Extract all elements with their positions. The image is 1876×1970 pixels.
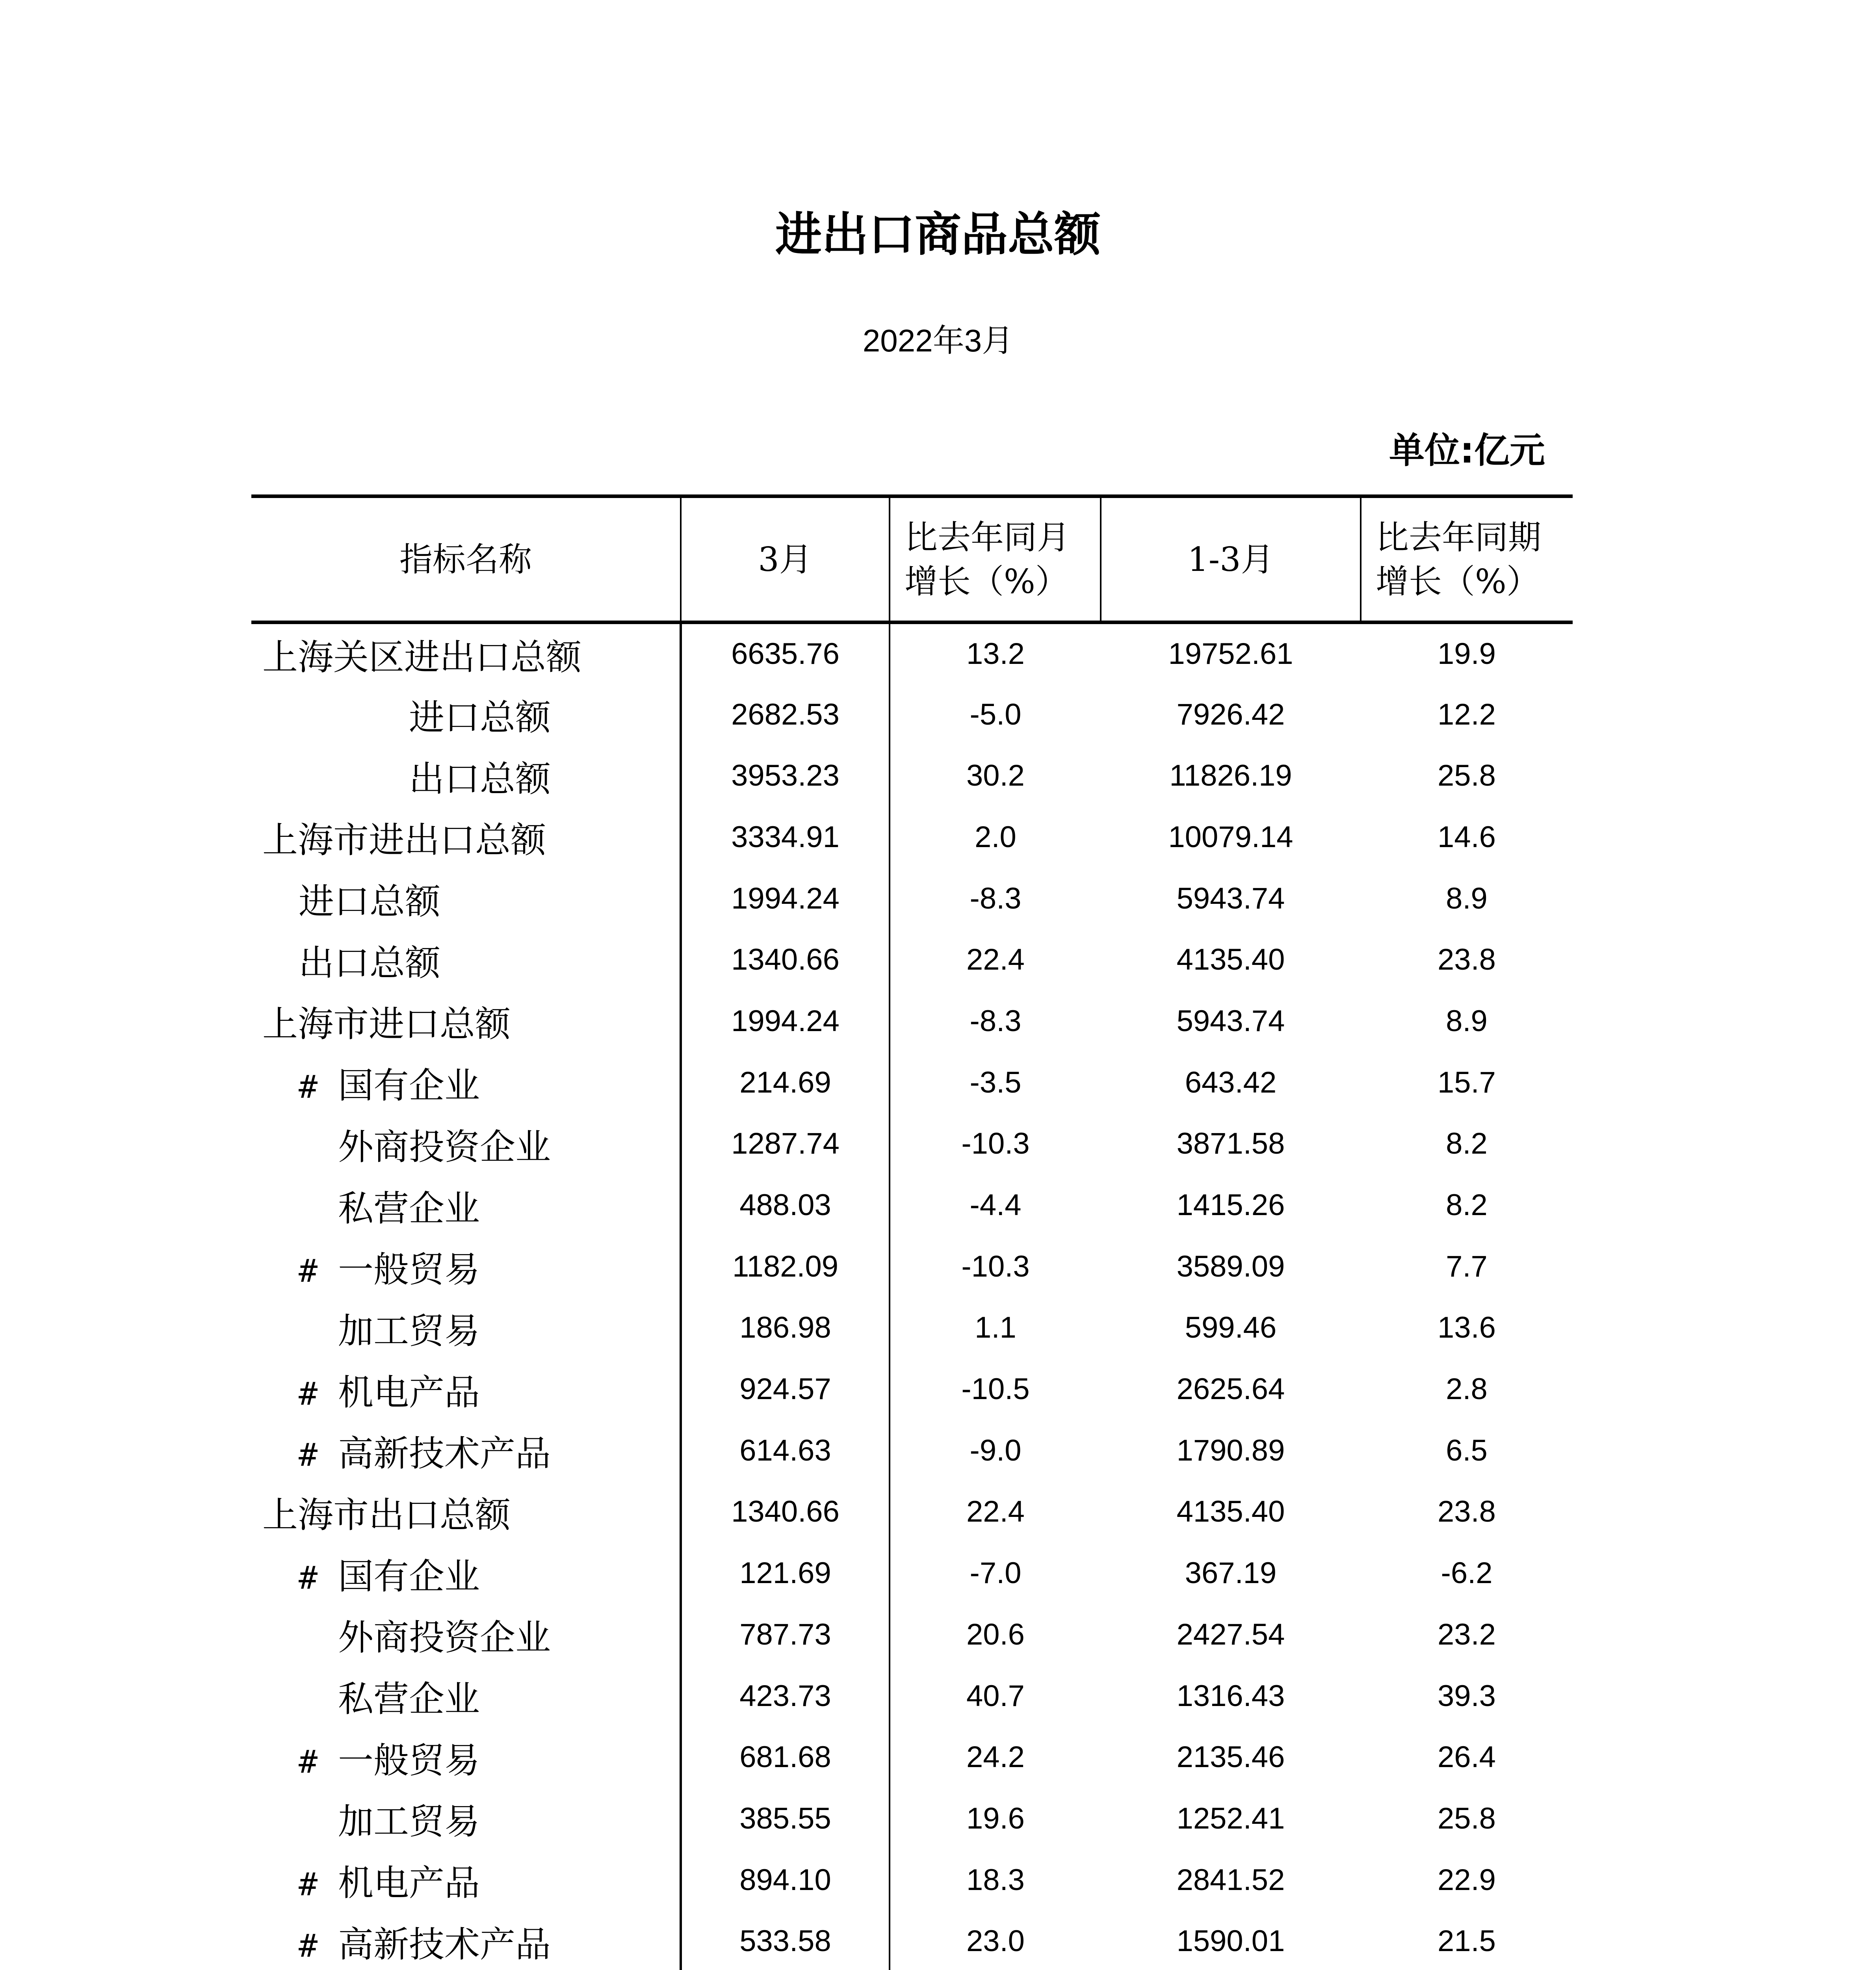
header-march-yoy-line2: 增长（%） [905,562,1068,601]
row-march-value: 3334.91 [681,807,890,868]
row-march-value: 894.10 [681,1849,890,1911]
row-march-yoy: -8.3 [970,881,1022,915]
header-indicator-name: 指标名称 [251,496,681,623]
row-indicator-name [251,684,681,745]
row-q1-value: 599.46 [1185,1311,1277,1345]
row-march-yoy: 24.2 [966,1740,1025,1774]
header-march-yoy [890,496,1101,623]
table-row [251,1849,1573,1911]
row-march-value: 121.69 [681,1543,890,1604]
row-march-yoy: 18.3 [966,1863,1025,1897]
row-q1-value: 1790.89 [1176,1433,1285,1467]
unit-label: 单位:亿元 [1389,430,1545,471]
row-q1-value: 1252.41 [1176,1801,1285,1835]
row-label: 上海关区进出口总额 [262,636,581,678]
row-march-value: 423.73 [681,1665,890,1727]
row-march-yoy: -5.0 [970,697,1022,731]
row-march-yoy: -10.3 [961,1127,1030,1161]
row-march-yoy: -8.3 [970,1004,1022,1038]
hash-marker: # [299,1927,318,1964]
row-q1-yoy: 25.8 [1438,1801,1496,1835]
row-q1-yoy: 39.3 [1438,1679,1496,1713]
row-q1-value: 2625.64 [1176,1372,1285,1406]
row-indicator-name [251,1727,681,1788]
row-indicator-name [251,1481,681,1543]
row-q1-value: 7926.42 [1176,697,1285,731]
row-q1-value: 643.42 [1185,1065,1277,1099]
row-q1-yoy: 13.6 [1438,1311,1496,1345]
row-label: 进口总额 [299,881,440,923]
row-indicator-name [251,623,681,684]
table-row [251,1911,1573,1970]
table-row [251,929,1573,991]
trade-table [251,494,1573,1970]
row-q1-yoy: 23.8 [1438,1495,1496,1529]
row-march-yoy: 2.0 [975,820,1016,854]
row-march-yoy: 1.1 [975,1311,1016,1345]
row-label: 机电产品 [338,1862,480,1904]
table-row [251,1052,1573,1113]
table-row [251,1297,1573,1359]
row-q1-value: 367.19 [1185,1556,1277,1590]
table-row [251,1175,1573,1236]
row-q1-yoy: 19.9 [1438,637,1496,671]
row-label: 私营企业 [338,1678,480,1720]
hash-marker: # [299,1437,318,1474]
table-header-row [251,496,1573,623]
row-indicator-name [251,1052,681,1113]
row-q1-yoy: 23.8 [1438,943,1496,977]
row-march-yoy: 20.6 [966,1617,1025,1651]
hash-marker: # [299,1375,318,1412]
row-q1-yoy: 6.5 [1446,1433,1488,1467]
header-q1-yoy-line1: 比去年同期 [1376,518,1542,557]
table-row [251,1604,1573,1665]
header-march: 3月 [681,496,890,623]
row-march-value: 1340.66 [681,929,890,991]
row-indicator-name [251,1236,681,1297]
page-title: 进出口商品总额 [775,207,1101,262]
row-march-value: 488.03 [681,1175,890,1236]
row-march-value: 614.63 [681,1420,890,1481]
row-q1-yoy: 23.2 [1438,1617,1496,1651]
row-q1-value: 2841.52 [1176,1863,1285,1897]
row-label: 上海市出口总额 [262,1494,511,1536]
row-march-yoy: 19.6 [966,1801,1025,1835]
row-q1-value: 1590.01 [1176,1924,1285,1958]
row-indicator-name [251,1113,681,1175]
row-indicator-name [251,1420,681,1481]
table-row [251,1113,1573,1175]
row-indicator-name [251,1665,681,1727]
row-march-value: 2682.53 [681,684,890,745]
row-q1-yoy: -6.2 [1441,1556,1493,1590]
row-label: 加工贸易 [338,1310,480,1352]
row-march-yoy: 13.2 [966,637,1025,671]
row-march-yoy: 40.7 [966,1679,1025,1713]
table-row [251,1236,1573,1297]
row-q1-value: 1316.43 [1176,1679,1285,1713]
row-q1-yoy: 7.7 [1446,1249,1488,1283]
row-q1-yoy: 8.2 [1446,1127,1488,1161]
hash-marker: # [299,1253,318,1290]
row-q1-yoy: 15.7 [1438,1065,1496,1099]
row-march-yoy: -3.5 [970,1065,1022,1099]
row-label: 出口总额 [409,758,551,800]
row-march-value: 1287.74 [681,1113,890,1175]
table-row [251,1481,1573,1543]
row-q1-value: 5943.74 [1176,1004,1285,1038]
row-march-yoy: -4.4 [970,1188,1022,1222]
row-march-value: 1182.09 [681,1236,890,1297]
row-march-yoy: 30.2 [966,759,1025,793]
hash-marker: # [299,1866,318,1903]
row-indicator-name [251,929,681,991]
row-label: 上海市进口总额 [262,1004,511,1045]
row-q1-yoy: 22.9 [1438,1863,1496,1897]
row-indicator-name [251,1604,681,1665]
row-march-value: 186.98 [681,1297,890,1359]
row-label: 一般贸易 [338,1249,480,1291]
row-q1-value: 4135.40 [1176,1495,1285,1529]
row-q1-value: 3589.09 [1176,1249,1285,1283]
hash-marker: # [299,1069,318,1106]
row-march-value: 6635.76 [681,623,890,684]
row-label: 高新技术产品 [338,1433,551,1475]
table-body [251,623,1573,1970]
row-indicator-name [251,1788,681,1849]
table-row [251,807,1573,868]
row-q1-value: 4135.40 [1176,943,1285,977]
table-row [251,1543,1573,1604]
table-row [251,623,1573,684]
page-date: 2022年3月 [862,323,1014,358]
row-march-yoy: 22.4 [966,943,1025,977]
row-q1-yoy: 12.2 [1438,697,1496,731]
table-row [251,1420,1573,1481]
row-q1-yoy: 8.9 [1446,1004,1488,1038]
row-q1-value: 1415.26 [1176,1188,1285,1222]
row-indicator-name [251,991,681,1052]
table-row [251,1727,1573,1788]
row-indicator-name [251,807,681,868]
row-march-yoy: -10.3 [961,1249,1030,1283]
row-indicator-name [251,1543,681,1604]
row-q1-yoy: 8.9 [1446,881,1488,915]
row-indicator-name [251,745,681,807]
row-q1-yoy: 26.4 [1438,1740,1496,1774]
row-q1-yoy: 14.6 [1438,820,1496,854]
row-label: 国有企业 [338,1065,480,1107]
row-march-value: 924.57 [681,1359,890,1420]
row-q1-yoy: 25.8 [1438,759,1496,793]
row-label: 国有企业 [338,1556,480,1597]
row-label: 出口总额 [299,942,440,984]
row-indicator-name [251,1359,681,1420]
row-indicator-name [251,1911,681,1970]
row-q1-value: 11826.19 [1169,759,1292,793]
row-label: 外商投资企业 [338,1126,551,1168]
table-row [251,684,1573,745]
row-march-value: 1994.24 [681,868,890,929]
row-march-yoy: -10.5 [961,1372,1030,1406]
header-march-yoy-line1: 比去年同月 [905,518,1070,557]
row-label: 一般贸易 [338,1740,480,1781]
row-march-yoy: -7.0 [970,1556,1022,1590]
row-march-yoy: 23.0 [966,1924,1025,1958]
table-row [251,868,1573,929]
table-row [251,991,1573,1052]
row-q1-value: 10079.14 [1168,820,1293,854]
row-label: 进口总额 [409,697,551,739]
row-indicator-name [251,1297,681,1359]
row-march-yoy: -9.0 [970,1433,1022,1467]
row-label: 高新技术产品 [338,1924,551,1965]
row-march-value: 681.68 [681,1727,890,1788]
row-q1-value: 3871.58 [1176,1127,1285,1161]
row-label: 私营企业 [338,1188,480,1229]
row-q1-value: 2135.46 [1176,1740,1285,1774]
row-q1-value: 5943.74 [1176,881,1285,915]
row-label: 上海市进出口总额 [262,820,546,861]
row-march-yoy: 22.4 [966,1495,1025,1529]
row-march-value: 1994.24 [681,991,890,1052]
row-q1-yoy: 8.2 [1446,1188,1488,1222]
table-row [251,1665,1573,1727]
table-row [251,1359,1573,1420]
row-label: 加工贸易 [338,1801,480,1843]
hash-marker: # [299,1559,318,1596]
row-label: 机电产品 [338,1372,480,1413]
header-q1-yoy-line2: 增长（%） [1376,562,1540,601]
row-indicator-name [251,868,681,929]
row-march-value: 1340.66 [681,1481,890,1543]
row-q1-yoy: 21.5 [1438,1924,1496,1958]
row-march-value: 385.55 [681,1788,890,1849]
row-indicator-name [251,1849,681,1911]
row-q1-value: 19752.61 [1168,637,1293,671]
row-march-value: 3953.23 [681,745,890,807]
row-q1-yoy: 2.8 [1446,1372,1488,1406]
row-march-value: 787.73 [681,1604,890,1665]
row-label: 外商投资企业 [338,1617,551,1659]
row-q1-value: 2427.54 [1176,1617,1285,1651]
header-q1-yoy [1361,496,1573,623]
table-row [251,1788,1573,1849]
header-q1: 1-3月 [1101,496,1361,623]
hash-marker: # [299,1743,318,1780]
row-indicator-name [251,1175,681,1236]
table-row [251,745,1573,807]
row-march-value: 533.58 [681,1911,890,1970]
row-march-value: 214.69 [681,1052,890,1113]
